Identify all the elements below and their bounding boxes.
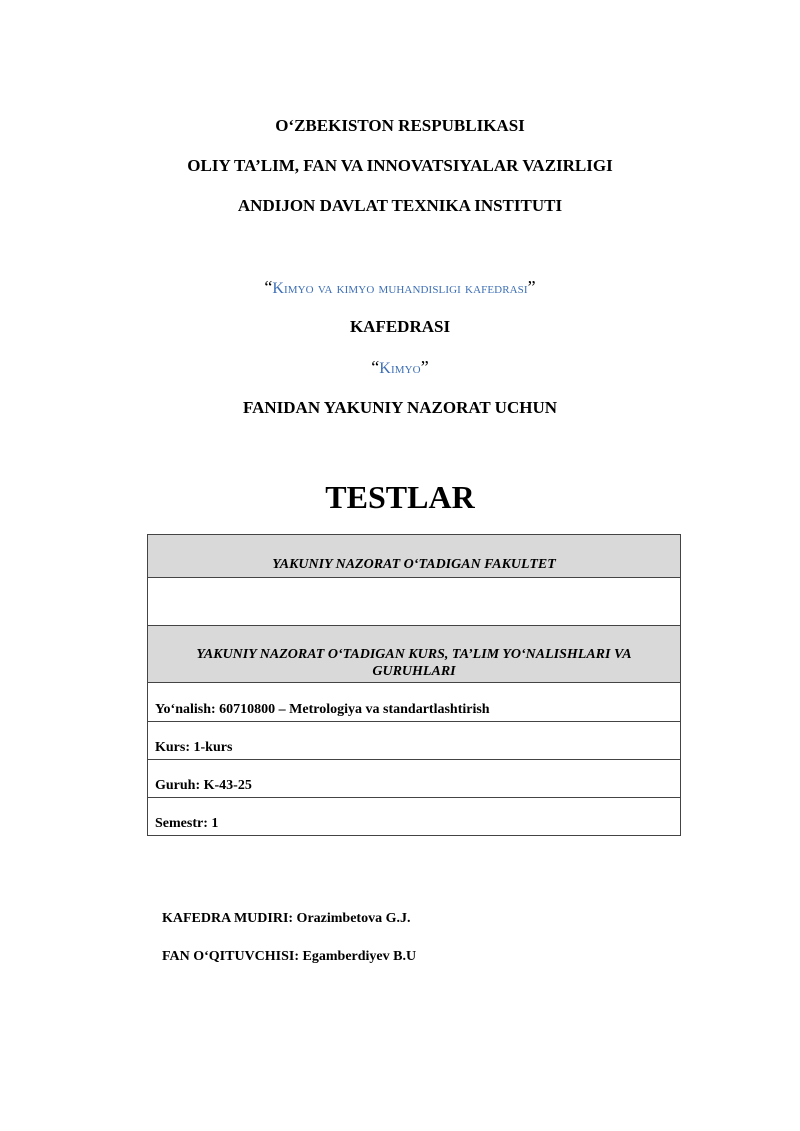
republic-title: O‘ZBEKISTON RESPUBLIKASI [275, 116, 525, 135]
semester-field: Semestr: 1 [148, 798, 681, 836]
document-title: TESTLAR [325, 479, 475, 515]
faculty-value [148, 578, 681, 626]
close-quote: ” [420, 357, 429, 377]
department-name-line [0, 277, 800, 299]
open-quote: “ [264, 277, 273, 297]
exam-purpose-label: FANIDAN YAKUNIY NAZORAT UCHUN [242, 398, 558, 417]
institute-title: ANDIJON DAVLAT TEXNIKA INSTITUTI [237, 196, 563, 215]
group-field: Guruh: K-43-25 [148, 760, 681, 798]
teacher-signature: FAN O‘QITUVCHISI: Egamberdiyev B.U [162, 949, 417, 964]
exam-info-table [147, 534, 681, 836]
department-name: Kimyo va kimyo muhandisligi kafedrasi [272, 280, 528, 297]
subject-name: Kimyo [379, 360, 421, 377]
faculty-header: YAKUNIY NAZORAT O‘TADIGAN FAKULTET [148, 535, 681, 578]
subject-name-line [0, 357, 800, 379]
course-field: Kurs: 1-kurs [148, 722, 681, 760]
close-quote: ” [527, 277, 536, 297]
ministry-title: OLIY TA’LIM, FAN VA INNOVATSIYALAR VAZIRLIGI [187, 156, 613, 175]
course-header: YAKUNIY NAZORAT O‘TADIGAN KURS, TA’LIM YO‘NALISHLARI VA GURUHLARI [148, 626, 681, 683]
department-label: KAFEDRASI [349, 317, 451, 336]
open-quote: “ [371, 357, 380, 377]
direction-field: Yo‘nalish: 60710800 – Metrologiya va standartlashtirish [148, 683, 681, 722]
department-head-signature: KAFEDRA MUDIRI: Orazimbetova G.J. [162, 911, 411, 926]
